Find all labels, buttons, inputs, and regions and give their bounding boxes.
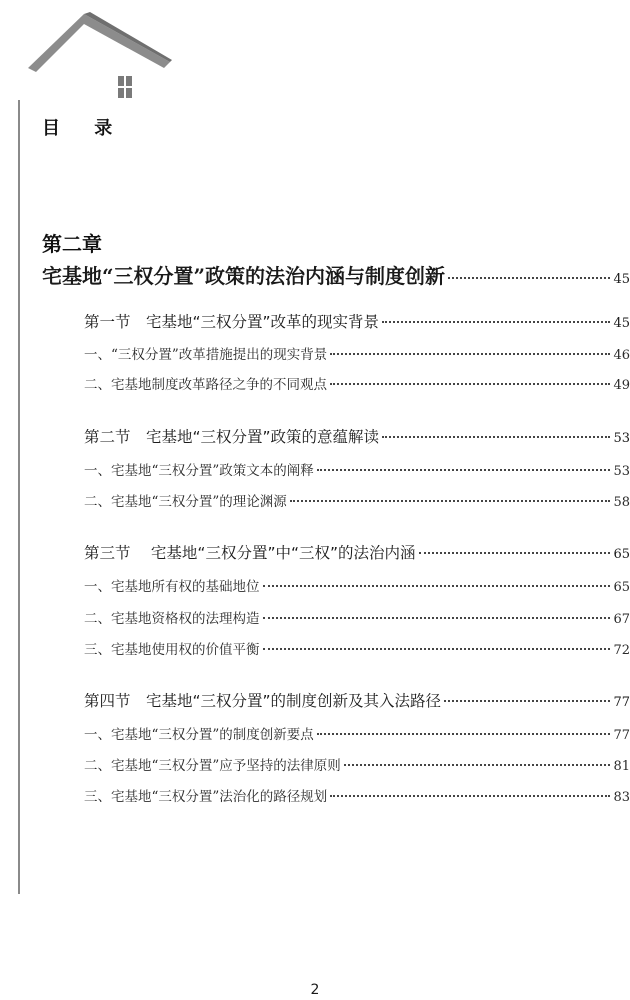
toc-chapter-entry[interactable] bbox=[42, 260, 630, 289]
item-page: 46 bbox=[613, 348, 630, 363]
item-title: 一、宅基地所有权的基础地位 bbox=[84, 579, 260, 595]
dot-leader bbox=[330, 383, 610, 385]
dot-leader bbox=[448, 277, 610, 279]
item-title: 三、宅基地“三权分置”法治化的路径规划 bbox=[84, 789, 328, 805]
toc-item-entry[interactable] bbox=[84, 785, 630, 805]
item-page: 77 bbox=[613, 728, 630, 743]
item-title: 一、“三权分置”改革措施提出的现实背景 bbox=[84, 347, 328, 363]
item-title: 三、宅基地使用权的价值平衡 bbox=[84, 642, 260, 658]
section-page: 77 bbox=[613, 695, 630, 710]
section-title: 第一节 宅基地“三权分置”改革的现实背景 bbox=[84, 313, 380, 331]
item-page: 49 bbox=[613, 378, 630, 393]
toc-item-entry[interactable] bbox=[84, 490, 630, 510]
toc-item-entry[interactable] bbox=[84, 754, 630, 774]
toc-item-entry[interactable] bbox=[84, 343, 630, 363]
item-page: 83 bbox=[613, 790, 630, 805]
chapter-title: 宅基地“三权分置”政策的法治内涵与制度创新 bbox=[42, 264, 446, 288]
toc-item-entry[interactable] bbox=[84, 459, 630, 479]
toc-section-entry[interactable] bbox=[84, 310, 630, 332]
section-page: 65 bbox=[613, 547, 630, 562]
item-page: 58 bbox=[613, 495, 630, 510]
chapter-page: 45 bbox=[613, 272, 630, 287]
toc-item-entry[interactable] bbox=[84, 607, 630, 627]
item-title: 一、宅基地“三权分置”政策文本的阐释 bbox=[84, 463, 314, 479]
dot-leader bbox=[330, 353, 610, 355]
page-number: 2 bbox=[310, 982, 320, 998]
toc-item-entry[interactable] bbox=[84, 638, 630, 658]
dot-leader bbox=[263, 617, 611, 619]
section-page: 45 bbox=[613, 316, 630, 331]
dot-leader bbox=[263, 585, 611, 587]
item-title: 二、宅基地“三权分置”应予坚持的法律原则 bbox=[84, 758, 341, 774]
dot-leader bbox=[290, 500, 611, 502]
item-page: 72 bbox=[613, 643, 630, 658]
item-title: 一、宅基地“三权分置”的制度创新要点 bbox=[84, 727, 314, 743]
item-page: 53 bbox=[613, 464, 630, 479]
dot-leader bbox=[344, 764, 611, 766]
item-page: 67 bbox=[613, 612, 630, 627]
margin-rule bbox=[18, 100, 20, 894]
dot-leader bbox=[330, 795, 610, 797]
toc-item-entry[interactable] bbox=[84, 373, 630, 393]
item-title: 二、宅基地“三权分置”的理论渊源 bbox=[84, 494, 287, 510]
dot-leader bbox=[382, 321, 610, 323]
dot-leader bbox=[419, 552, 611, 554]
house-roof-icon bbox=[22, 10, 182, 102]
toc-section-entry[interactable] bbox=[84, 541, 630, 563]
toc-item-entry[interactable] bbox=[84, 575, 630, 595]
section-title: 第三节 宅基地“三权分置”中“三权”的法治内涵 bbox=[84, 544, 416, 562]
toc-section-entry[interactable] bbox=[84, 425, 630, 447]
dot-leader bbox=[444, 700, 610, 702]
item-title: 二、宅基地制度改革路径之争的不同观点 bbox=[84, 377, 327, 393]
dot-leader bbox=[317, 733, 611, 735]
chapter-number: 第二章 bbox=[42, 232, 102, 256]
dot-leader bbox=[263, 648, 611, 650]
toc-section-entry[interactable] bbox=[84, 689, 630, 711]
dot-leader bbox=[317, 469, 611, 471]
toc-item-entry[interactable] bbox=[84, 723, 630, 743]
dot-leader bbox=[382, 436, 610, 438]
section-title: 第二节 宅基地“三权分置”政策的意蕴解读 bbox=[84, 428, 380, 446]
item-title: 二、宅基地资格权的法理构造 bbox=[84, 611, 260, 627]
section-title: 第四节 宅基地“三权分置”的制度创新及其入法路径 bbox=[84, 692, 442, 710]
section-page: 53 bbox=[613, 431, 630, 446]
toc-heading: 目 录 bbox=[42, 118, 127, 139]
item-page: 81 bbox=[613, 759, 630, 774]
item-page: 65 bbox=[613, 580, 630, 595]
